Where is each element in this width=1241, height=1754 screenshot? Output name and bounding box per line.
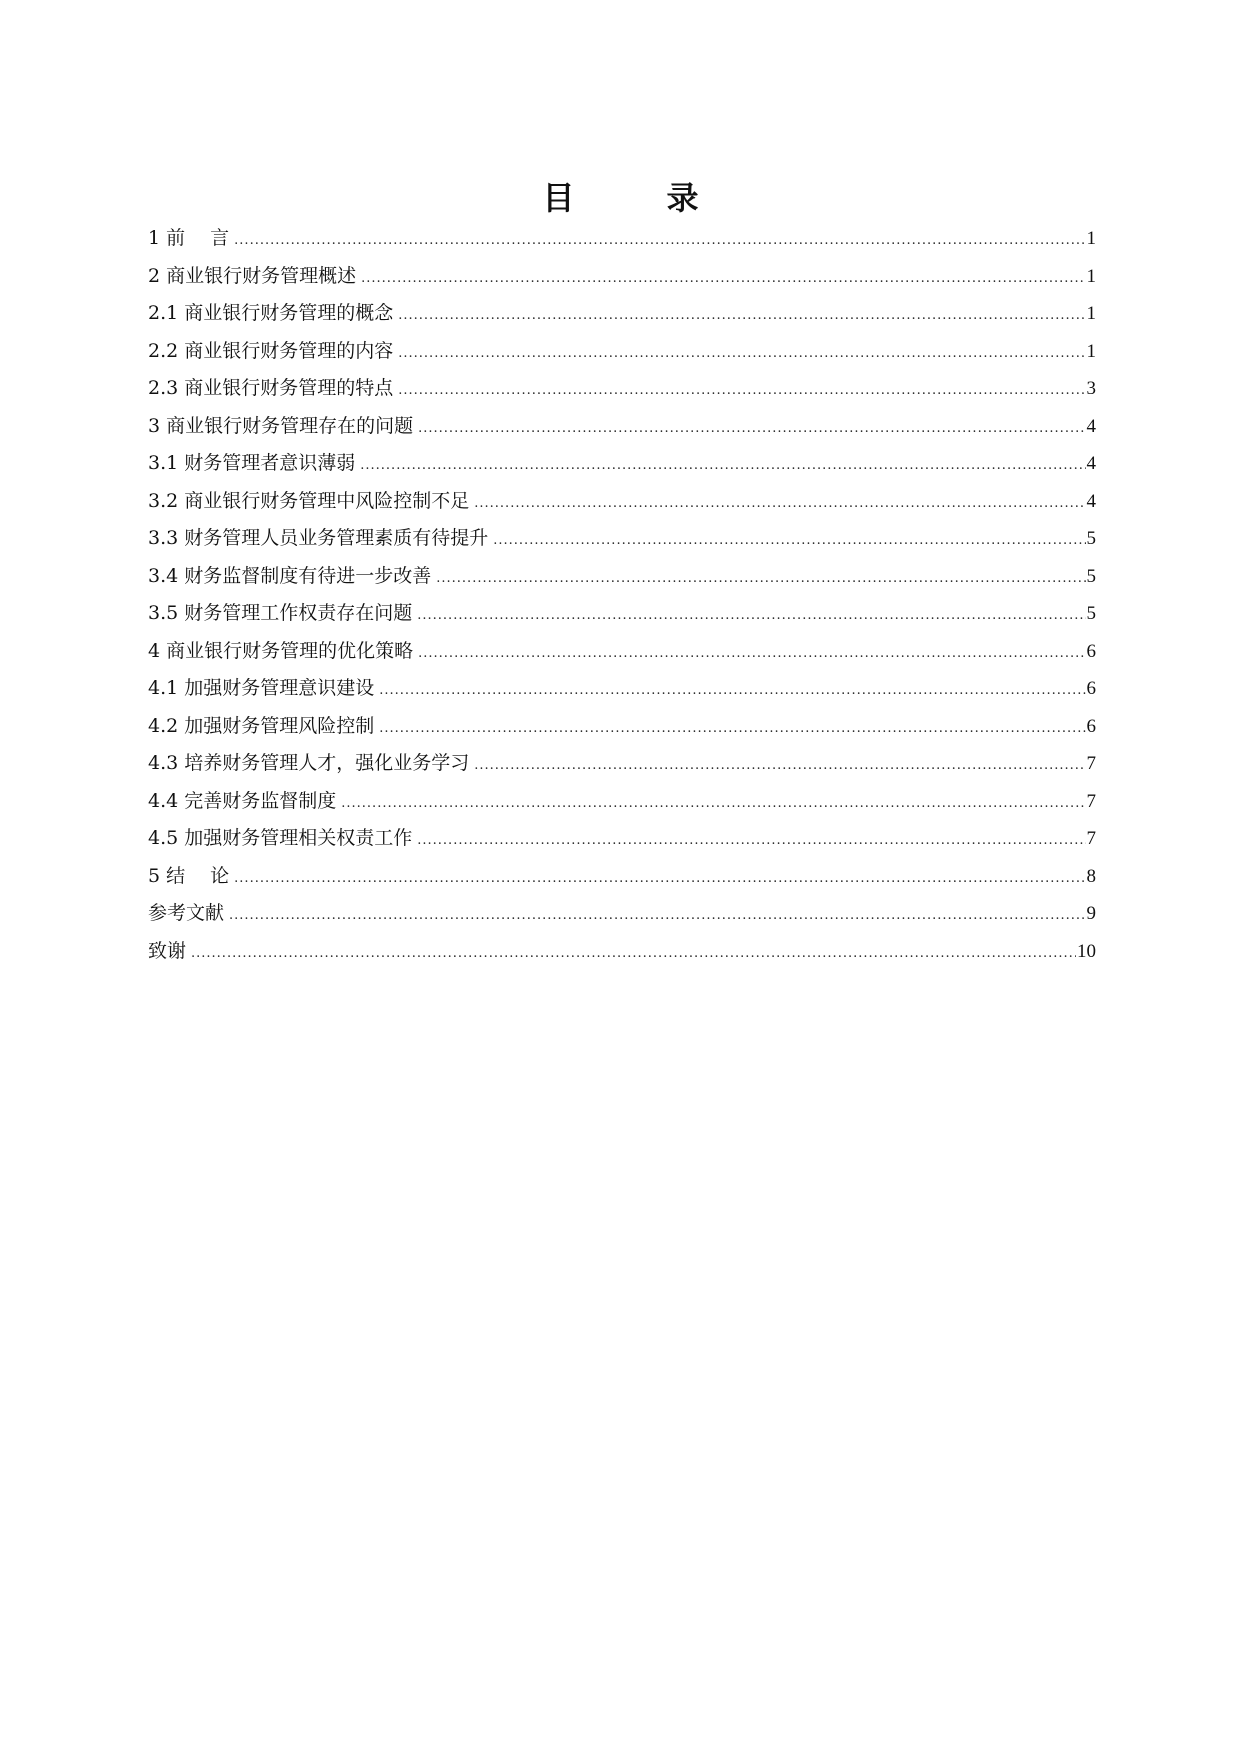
toc-entry-label: 3.2 商业银行财务管理中风险控制不足 — [148, 489, 470, 512]
toc-entry-page-number: 5 — [1086, 528, 1096, 549]
toc-entry[interactable] — [148, 820, 1096, 858]
dot-leader — [418, 410, 1085, 448]
toc-entry-page-number: 8 — [1086, 865, 1096, 887]
toc-entry-page-number: 1 — [1086, 340, 1096, 362]
toc-entry[interactable] — [148, 220, 1096, 258]
toc-entry-label: 3.5 财务管理工作权责存在问题 — [148, 602, 413, 624]
dot-leader — [417, 822, 1085, 860]
dot-leader — [234, 222, 1085, 260]
toc-entry-label: 5 结 论 — [148, 864, 230, 887]
dot-leader — [474, 747, 1085, 785]
toc-entry-label: 2.1 商业银行财务管理的概念 — [148, 302, 394, 324]
dot-leader — [361, 260, 1085, 298]
toc-entry-page-number: 4 — [1086, 453, 1096, 474]
toc-entry[interactable] — [148, 895, 1096, 933]
toc-entry-label: 3.1 财务管理者意识薄弱 — [148, 452, 356, 474]
toc-entry-label: 致谢 — [148, 939, 187, 962]
toc-entry-label: 3 商业银行财务管理存在的问题 — [148, 414, 414, 437]
toc-entry-page-number: 4 — [1086, 415, 1096, 437]
toc-entry[interactable] — [148, 408, 1096, 446]
toc-entry-page-number: 6 — [1086, 640, 1096, 662]
dot-leader — [229, 897, 1085, 935]
toc-entry-label: 3.4 财务监督制度有待进一步改善 — [148, 564, 432, 587]
toc-entry[interactable] — [148, 670, 1096, 708]
toc-entry-page-number: 10 — [1077, 940, 1096, 962]
dot-leader — [234, 860, 1085, 898]
toc-entry-label: 2 商业银行财务管理概述 — [148, 264, 357, 287]
toc-entry[interactable] — [148, 633, 1096, 671]
dot-leader — [474, 485, 1085, 523]
toc-entry-label: 4 商业银行财务管理的优化策略 — [148, 639, 414, 662]
dot-leader — [379, 710, 1085, 748]
toc-entry-label: 4.2 加强财务管理风险控制 — [148, 714, 375, 737]
toc-entry[interactable] — [148, 558, 1096, 596]
dot-leader — [398, 372, 1085, 410]
toc-entry-label: 3.3 财务管理人员业务管理素质有待提升 — [148, 527, 489, 549]
dot-leader — [191, 935, 1076, 973]
toc-entry[interactable] — [148, 370, 1096, 408]
toc-entry-label: 4.5 加强财务管理相关权责工作 — [148, 827, 413, 849]
toc-entry[interactable] — [148, 520, 1096, 558]
dot-leader — [493, 522, 1085, 560]
toc-entry[interactable] — [148, 445, 1096, 483]
dot-leader — [341, 785, 1085, 823]
toc-entry[interactable] — [148, 933, 1096, 971]
toc-entry-label: 参考文献 — [148, 902, 225, 924]
dot-leader — [398, 335, 1085, 373]
table-of-contents — [148, 220, 1096, 970]
toc-entry-page-number: 5 — [1086, 603, 1096, 624]
toc-entry[interactable] — [148, 595, 1096, 633]
toc-entry-page-number: 4 — [1086, 490, 1096, 512]
toc-entry[interactable] — [148, 333, 1096, 371]
toc-entry[interactable] — [148, 295, 1096, 333]
toc-entry-label: 2.2 商业银行财务管理的内容 — [148, 339, 394, 362]
toc-entry-label: 1 前 言 — [148, 227, 230, 249]
toc-entry-page-number: 6 — [1086, 715, 1096, 737]
toc-entry-page-number: 3 — [1086, 378, 1096, 399]
toc-entry[interactable] — [148, 783, 1096, 821]
toc-entry-page-number: 1 — [1086, 265, 1096, 287]
toc-entry-label: 2.3 商业银行财务管理的特点 — [148, 377, 394, 399]
toc-entry[interactable] — [148, 483, 1096, 521]
toc-entry-page-number: 1 — [1086, 303, 1096, 324]
toc-entry-label: 4.3 培养财务管理人才，强化业务学习 — [148, 752, 470, 774]
toc-entry[interactable] — [148, 708, 1096, 746]
toc-entry-page-number: 7 — [1086, 828, 1096, 849]
toc-entry-page-number: 7 — [1086, 790, 1096, 812]
toc-entry[interactable] — [148, 858, 1096, 896]
dot-leader — [398, 297, 1085, 335]
toc-entry-page-number: 7 — [1086, 753, 1096, 774]
toc-entry-label: 4.1 加强财务管理意识建设 — [148, 677, 375, 699]
toc-entry-page-number: 5 — [1086, 565, 1096, 587]
dot-leader — [436, 560, 1085, 598]
toc-entry[interactable] — [148, 258, 1096, 296]
toc-entry-page-number: 9 — [1086, 903, 1096, 924]
dot-leader — [417, 597, 1085, 635]
toc-entry-label: 4.4 完善财务监督制度 — [148, 789, 337, 812]
toc-entry[interactable] — [148, 745, 1096, 783]
dot-leader — [360, 447, 1085, 485]
dot-leader — [418, 635, 1085, 673]
toc-entry-page-number: 1 — [1086, 228, 1096, 249]
toc-title: 目 录 — [542, 179, 729, 218]
toc-entry-page-number: 6 — [1086, 678, 1096, 699]
dot-leader — [379, 672, 1085, 710]
